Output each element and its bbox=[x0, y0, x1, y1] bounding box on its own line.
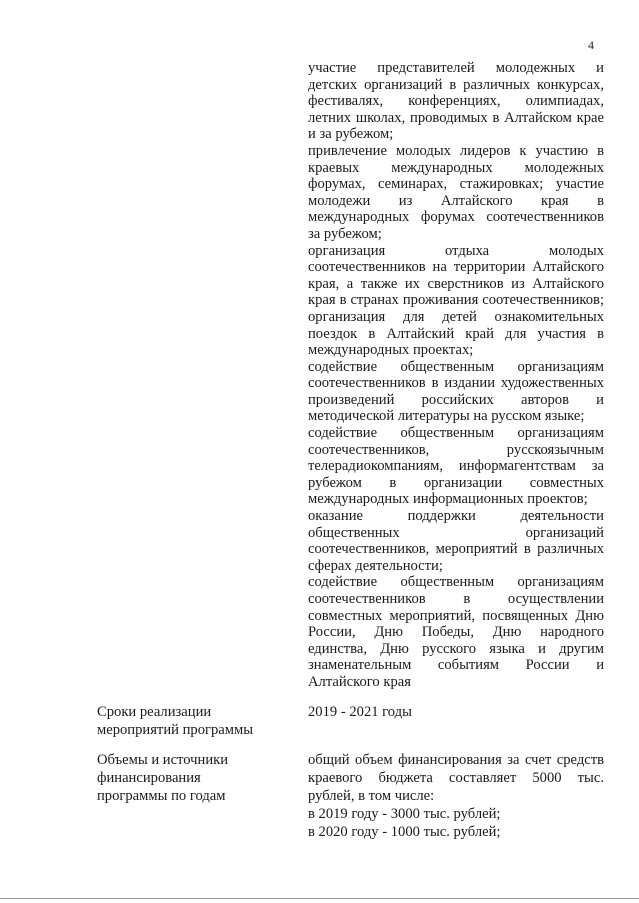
activities-list bbox=[308, 60, 604, 691]
activity-item: оказание поддержки деятельности общественных организаций соотечественников, мероприятий в различных сферах деятельности; bbox=[308, 508, 604, 574]
terms-value: 2019 - 2021 годы bbox=[308, 704, 412, 720]
funding-line: в 2020 году - 1000 тыс. рублей; bbox=[308, 824, 501, 840]
activity-item: содействие общественным организациям соотечественников в осуществлении совместных мероприятий, посвященных Дню России, Дню Победы, Дню народного единства, Дню русского языка и другим знаменательным событиям России и Алтайского края bbox=[308, 574, 604, 690]
activity-item: привлечение молодых лидеров к участию в краевых международных молодежных форумах, семинарах, стажировках; участие молодежи из Алтайского края в международных форумах соотечественников за рубежом; bbox=[308, 142, 604, 242]
activity-item: организация отдыха молодых соотечественников на территории Алтайского края, а также их сверстников из Алтайского края в странах проживания соотечественников; организация для детей ознакомительных поездок в Алтайский край для участия в международных проектах; bbox=[308, 242, 604, 359]
funding-label: Объемы и источники финансирования программы по годам bbox=[97, 752, 229, 804]
page-bottom-edge bbox=[0, 898, 639, 899]
activity-item: участие представителей молодежных и детских организаций в различных конкурсах, фестивалях, конференциях, олимпиадах, летних школах, проводимых в Алтайском крае и за рубежом; bbox=[308, 60, 604, 143]
activity-item: содействие общественным организациям соотечественников, русскоязычным телерадиокомпаниям, информагентствам за рубежом в организации совместных международных информационных проектов; bbox=[308, 425, 604, 508]
funding-line: общий объем финансирования за счет средств краевого бюджета составляет 5000 тыс. рублей, в том числе: bbox=[308, 752, 604, 804]
page-number: 4 bbox=[588, 38, 594, 52]
funding-details bbox=[308, 751, 604, 841]
activity-item: содействие общественным организациям соотечественников в издании художественных произведений российских авторов и методической литературы на русском языке; bbox=[308, 358, 604, 425]
funding-line: в 2019 году - 3000 тыс. рублей; bbox=[308, 806, 501, 822]
terms-label: Сроки реализации мероприятий программы bbox=[97, 704, 254, 738]
